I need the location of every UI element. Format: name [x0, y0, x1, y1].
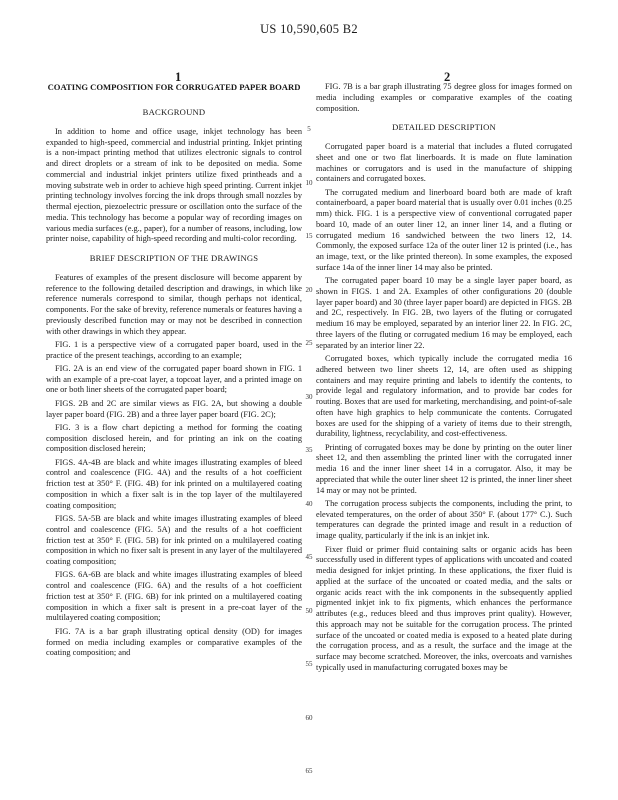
paragraph: FIG. 3 is a flow chart depicting a method for forming the coating composition disclosed herein, and for printing an ink on the coating composition disclosed herein;	[46, 422, 302, 454]
paragraph: FIG. 7A is a bar graph illustrating optical density (OD) for images formed on media including examples or comparative examples of the coating composition; and	[46, 626, 302, 658]
left-column	[46, 82, 302, 662]
line-number: 40	[305, 500, 313, 508]
background-heading: BACKGROUND	[142, 107, 206, 117]
fig7b-paragraph: FIG. 7B is a bar graph illustrating 75 degree gloss for images formed on media including examples or comparative examples of the coating composition.	[316, 82, 572, 113]
paragraph: The corrugated paper board 10 may be a single layer paper board, as shown in FIGS. 1 and 2A. Examples of other configurations 20 (double layer paper board) and 30 (three layer paper board) are depicted in FIGS. 2B and 2C, respectively. In FIG. 2B, two layers of the fluting or corrugated medium 16 may be employed, separated by an interior liner 22. In FIG. 2C, three layers of the fluting or corrugated medium 16 may be employed, each separated by an interior liner 22.	[316, 276, 572, 350]
line-number: 15	[305, 232, 313, 240]
paragraph: FIGS. 5A-5B are black and white images illustrating examples of bleed control and coalescence (FIG. 5A) and the results of a hot coefficient friction test at 350° F. (FIG. 5B) for ink printed on a multilayered coating composition in which no fixer salt is present in any layer of the multilayered coating composition;	[46, 514, 302, 567]
line-number: 60	[305, 714, 313, 722]
line-number: 65	[305, 767, 313, 775]
paragraph: Fixer fluid or primer fluid containing salts or organic acids has been successfully used in different types of applications with uncoated and coated media designed for inkjet printing. In these applications, the fixer fluid is applied at the surface of the uncoated or coated media, and the salts or organic acids react with the ink components in the subsequently applied pigmented inkjet ink to fix pigments, which enhances the performance attributes (e.g., reduces bleed and thus improves print quality). However, this approach may not be suitable for the corrugation process. The printed surface of the uncoated or coated media is exposed to a heated plate during the corrugation process, and as a result, the surface and the image at the surface may become scratched. Moreover, the inks, overcoats and varnishes typically used in manufacturing corrugated boxes may be	[316, 544, 572, 672]
paragraph: Printing of corrugated boxes may be done by printing on the outer liner sheet 12, and then assembling the printed liner with the corrugated inner media 16 and the inner liner sheet 14 in a corrugator. Also, it may be appreciated that while the outer liner sheet 12 is printed, the inner liner sheet 14 may or may not be printed.	[316, 442, 572, 495]
line-number: 50	[305, 607, 313, 615]
column-number-left: 1	[175, 70, 182, 84]
patent-number: US 10,590,605 B2	[260, 22, 358, 36]
paragraph: Corrugated paper board is a material that includes a fluted corrugated sheet and one or two flat linerboards. It is made on flute lamination machines or corrugators and is used in the manufacture of shipping containers and corrugated boxes.	[316, 142, 572, 184]
line-number: 35	[305, 446, 313, 454]
line-number: 5	[307, 125, 311, 133]
paragraph: FIG. 2A is an end view of the corrugated paper board shown in FIG. 1 with an example of a pre-coat layer, a topcoat layer, and a printed image on one or both liner sheets of the corrugated paper board;	[46, 363, 302, 395]
paragraph: The corrugation process subjects the components, including the print, to elevated temperatures, on the order of about 350° F. (about 177° C.). Such temperatures can degrade the printed image and result in a reduction of image quality, particularly if the ink is an inkjet ink.	[316, 498, 572, 541]
line-number: 20	[305, 286, 313, 294]
background-paragraph: In addition to home and office usage, inkjet technology has been expanded to high-speed, commercial and industrial printing. Inkjet printing is a non-impact printing method that utilizes electronic signals to control and direct droplets or a stream of ink to be deposited on media. Some commercial and industrial inkjet printers utilize fixed printheads and a moving substrate web in order to achieve high speed printing. Current inkjet printing technology involves forcing the ink drops through small nozzles by thermal ejection, piezoelectric pressure or oscillation onto the surface of the media. This technology has become a popular way of recording images on various media surfaces (e.g., paper), for a number of reasons, including, low printer noise, capability of high-speed recording and multi-color recording.	[46, 126, 302, 244]
line-number: 10	[305, 179, 313, 187]
line-number: 45	[305, 553, 313, 561]
paragraph: Features of examples of the present disclosure will become apparent by reference to the following detailed description and drawings, in which like reference numerals correspond to similar, though perhaps not identical, components. For the sake of brevity, reference numerals or features having a previously described function may or may not be described in connection with other drawings in which they appear.	[46, 272, 302, 336]
right-column	[316, 82, 572, 676]
document-title: COATING COMPOSITION FOR CORRUGATED PAPER BOARD	[47, 82, 301, 92]
drawings-heading: BRIEF DESCRIPTION OF THE DRAWINGS	[89, 253, 259, 263]
paragraph: The corrugated medium and linerboard board both are made of kraft containerboard, a paper board material that is usually over 0.01 inches (0.25 mm) thick. FIG. 1 is a perspective view of conventional corrugated paper board 10, made of an outer liner 12, an inner liner 14, and a fluting or corrugated medium 16 sandwiched between the two liners 12, 14. Commonly, the exposed surface 12a of the outer liner 12 is printed (i.e., has an image, text, or the like printed thereon). In some examples, the exposed surface 14a of the inner liner 14 may also be printed.	[316, 187, 572, 272]
paragraph: FIGS. 6A-6B are black and white images illustrating examples of bleed control and coalescence (FIG. 6A) and the results of a hot coefficient friction test at 350° F. (FIG. 6B) for ink printed on a multilayered coating composition in which a fixer salt is present in a pre-coat layer of the multilayered coating composition;	[46, 570, 302, 623]
paragraph: FIG. 1 is a perspective view of a corrugated paper board, used in the practice of the present teachings, according to an example;	[46, 339, 302, 360]
line-number: 25	[305, 339, 313, 347]
paragraph: FIGS. 2B and 2C are similar views as FIG. 2A, but showing a double layer paper board (FIG. 2B) and a three layer paper board (FIG. 2C);	[46, 398, 302, 419]
line-number: 30	[305, 393, 313, 401]
line-number: 55	[305, 660, 313, 668]
detailed-description-heading: DETAILED DESCRIPTION	[392, 122, 496, 133]
paragraph: Corrugated boxes, which typically include the corrugated media 16 adhered between two liner sheets 12, 14, are often used as shipping containers and may require printing and labels to identify the contents, to provide legal and regulatory information, and to provide bar codes for routing. Boxes that are used for marketing, merchandising, and point-of-sale often have high graphics to help communicate the contents. Corrugated boxes are used for the shipping of a variety of items due to their strength, durability, lightness, recyclability, and cost-effectiveness.	[316, 354, 572, 439]
paragraph: FIGS. 4A-4B are black and white images illustrating examples of bleed control and coalescence (FIG. 4A) and the results of a hot coefficient friction test at 350° F. (FIG. 4B) for ink printed on a multilayered coating composition in which a fixer salt is in the top layer of the multilayered coating composition;	[46, 457, 302, 510]
column-number-right: 2	[444, 70, 451, 84]
